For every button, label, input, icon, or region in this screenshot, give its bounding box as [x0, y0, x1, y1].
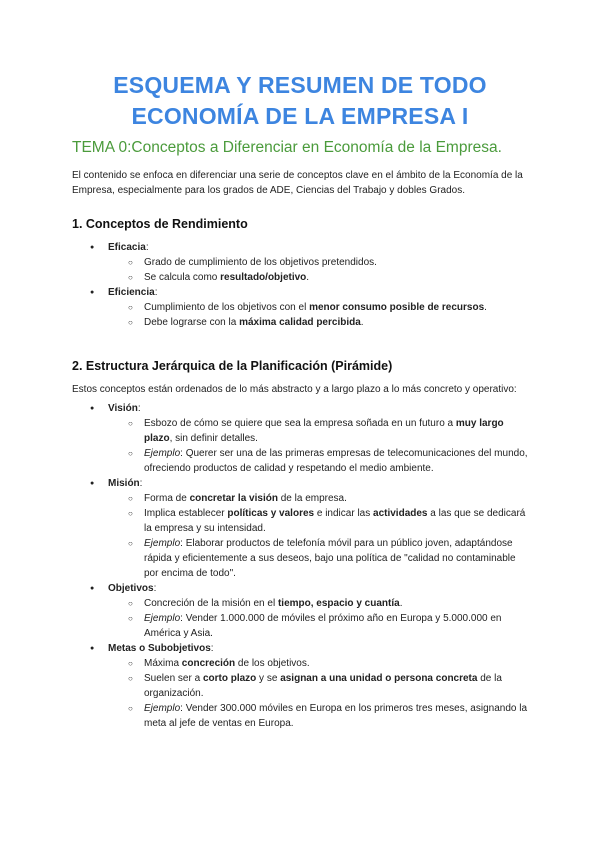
eficacia-item-1: Grado de cumplimiento de los objetivos pretendidos.: [144, 257, 377, 268]
list-item-objetivos: [72, 581, 528, 641]
document-title: [72, 70, 528, 132]
objetivos-sublist: [108, 596, 528, 641]
text: de la organización.: [144, 673, 502, 699]
ejemplo-label: Ejemplo: [144, 538, 181, 549]
text: de los objetivos.: [235, 658, 310, 669]
tema-heading: TEMA 0:Conceptos a Diferenciar en Economía de la Empresa.: [72, 139, 502, 156]
title-line-2: ECONOMÍA DE LA EMPRESA I: [131, 103, 469, 129]
text: .: [360, 317, 364, 328]
section-1-list: [72, 240, 528, 330]
bold-text: asignan a una unidad o persona concreta: [280, 673, 478, 684]
metas-colon: :: [210, 643, 214, 654]
bold-text: resultado/objetivo: [220, 272, 307, 283]
text: e indicar las: [314, 508, 374, 519]
vision-colon: :: [137, 403, 141, 414]
ejemplo-label: Ejemplo: [144, 703, 181, 714]
list-item: [108, 416, 528, 446]
list-item: [108, 300, 528, 315]
text: .: [484, 302, 487, 313]
objetivos-label: Objetivos: [108, 583, 154, 594]
text: Debe lograrse con la: [144, 317, 240, 328]
list-item-metas: [72, 641, 528, 731]
eficacia-sublist: [108, 255, 528, 285]
eficacia-colon: :: [145, 242, 149, 253]
bold-text: tiempo, espacio y cuantía: [277, 598, 400, 609]
bold-text: concreción: [181, 658, 236, 669]
section-1-heading: 1. Conceptos de Rendimiento: [72, 217, 248, 231]
list-item: [108, 671, 528, 701]
list-item: [108, 701, 528, 731]
text: de la empresa.: [277, 493, 347, 504]
text: Suelen ser a: [144, 673, 203, 684]
list-item: [108, 596, 528, 611]
bold-text: actividades: [373, 508, 428, 519]
eficiencia-colon: :: [154, 287, 158, 298]
list-item-eficacia: [72, 240, 528, 285]
list-item: [108, 656, 528, 671]
text: Cumplimiento de los objetivos con el: [144, 302, 310, 313]
text: Máxima: [144, 658, 182, 669]
list-item-eficiencia: [72, 285, 528, 330]
ejemplo-text: : Elaborar productos de telefonía móvil para un público joven, adaptándose rápida y eficientemente a sus deseos, bajo una política de "calidad no contaminable por encima de todo".: [144, 538, 516, 579]
ejemplo-text: : Vender 1.000.000 de móviles el próximo año en Europa y 5.000.000 en América y Asia.: [144, 613, 502, 639]
metas-label: Metas o Subobjetivos: [108, 643, 211, 654]
section-2-heading: 2. Estructura Jerárquica de la Planificación (Pirámide): [72, 359, 393, 373]
eficiencia-sublist: [108, 300, 528, 330]
text: .: [399, 598, 403, 609]
text: y se: [256, 673, 281, 684]
ejemplo-text: : Querer ser una de las primeras empresas de telecomunicaciones del mundo, ofreciendo productos de calidad y respetando el medio ambiente.: [144, 448, 528, 474]
text: Esbozo de cómo se quiere que sea la empresa soñada en un futuro a: [144, 418, 456, 429]
mision-sublist: [108, 491, 528, 581]
text: .: [306, 272, 310, 283]
list-item-vision: [72, 401, 528, 476]
list-item: [108, 270, 528, 285]
bold-text: menor consumo posible de recursos: [309, 302, 485, 313]
list-item: [108, 611, 528, 641]
bold-text: muy largo plazo: [144, 418, 504, 444]
eficiencia-label: Eficiencia: [108, 287, 155, 298]
text: Forma de: [144, 493, 190, 504]
vision-sublist: [108, 416, 528, 476]
text: , sin definir detalles.: [169, 433, 258, 444]
list-item: [108, 506, 528, 536]
objetivos-colon: :: [153, 583, 157, 594]
list-item: [108, 446, 528, 476]
list-item: [108, 315, 528, 330]
title-line-1: ESQUEMA Y RESUMEN DE TODO: [113, 72, 487, 98]
section-2-intro: Estos conceptos están ordenados de lo más abstracto y a largo plazo a lo más concreto y operativo:: [72, 384, 517, 395]
bold-text: corto plazo: [202, 673, 257, 684]
section-2-list: [72, 401, 528, 731]
bold-text: máxima calidad percibida: [239, 317, 361, 328]
ejemplo-label: Ejemplo: [144, 448, 181, 459]
text: Se calcula como: [144, 272, 221, 283]
intro-paragraph: El contenido se enfoca en diferenciar una serie de conceptos clave en el ámbito de la Economía de la Empresa, especialmente para los grados de ADE, Ciencias del Trabajo y dobles Grados.: [72, 170, 523, 196]
mision-label: Misión: [108, 478, 140, 489]
vision-label: Visión: [108, 403, 138, 414]
list-item: [108, 491, 528, 506]
list-item-mision: [72, 476, 528, 581]
text: Implica establecer: [144, 508, 228, 519]
ejemplo-text: : Vender 300.000 móviles en Europa en los primeros tres meses, asignando la meta al jefe de ventas en Europa.: [144, 703, 528, 729]
text: a las que se dedicará la empresa y su intensidad.: [144, 508, 526, 534]
metas-sublist: [108, 656, 528, 731]
bold-text: concretar la visión: [189, 493, 278, 504]
list-item: [108, 536, 528, 581]
list-item: [108, 255, 528, 270]
mision-colon: :: [139, 478, 143, 489]
bold-text: políticas y valores: [227, 508, 315, 519]
eficacia-label: Eficacia: [108, 242, 146, 253]
text: Concreción de la misión en el: [144, 598, 278, 609]
ejemplo-label: Ejemplo: [144, 613, 181, 624]
